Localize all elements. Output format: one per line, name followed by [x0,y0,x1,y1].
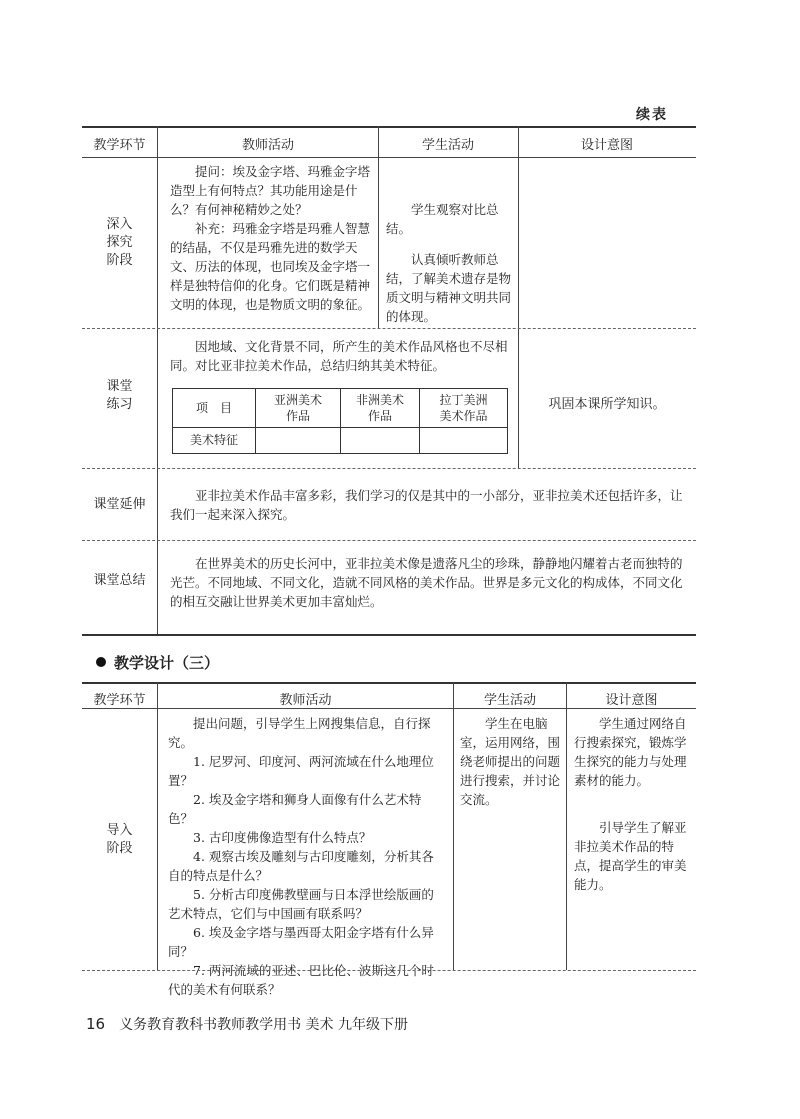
row-divider [82,328,696,329]
header-divider [82,157,696,158]
student-activity-paragraph: 学生观察对比总结。 [386,202,499,236]
question-item: 5. 分析古印度佛教壁画与日本浮世绘版画的艺术特点，它们与中国画有联系吗？ [168,887,434,921]
col-divider [157,682,158,970]
section-title: 教学设计（三） [96,652,219,673]
inner-header-asia: 亚洲美术 作品 [256,389,341,428]
book-title: 义务教育教科书教师教学用书 美术 九年级下册 [119,1017,408,1033]
comparison-inner-table [172,388,508,454]
col-header-stage: 教学环节 [93,138,146,153]
extension-paragraph: 亚非拉美术作品丰富多彩，我们学习的仅是其中的一小部分，亚非拉美术还包括许多，让我们一起来深入探究。 [170,488,683,522]
design-intent-text: 巩固本课所学知识。 [548,397,666,412]
col-divider [518,126,519,468]
teacher-intro: 提出问题，引导学生上网搜集信息，自行探究。 [168,716,431,750]
teacher-activity-paragraph: 补充：玛雅金字塔是玛雅人智慧的结晶，不仅是玛雅先进的数学天文、历法的体现，也同埃及金字塔一样是独特信仰的化身。它们既是精神文明的体现，也是物质文明的象征。 [170,221,371,312]
teaching-table-continued [82,126,696,636]
student-activity-paragraph: 认真倾听教师总结，了解美术遗存是物质文明与精神文明共同的体现。 [386,252,512,324]
question-item: 7. 两河流域的亚述、巴比伦、波斯这几个时代的美术有何联系？ [168,963,434,997]
table2-header-divider [82,708,696,709]
col-divider [378,126,379,328]
page-footer [86,1014,408,1034]
inner-empty-cell [420,427,508,453]
row-divider [82,468,696,469]
design-intent-paragraph: 引导学生了解亚非拉美术作品的特点，提高学生的审美能力。 [574,820,687,892]
teacher-activity-paragraph: 因地域、文化背景不同，所产生的美术作品风格也不尽相同。对比亚非拉美术作品，总结归纳其美术特征。 [170,339,508,373]
col-divider [566,682,567,970]
col-header-student: 学生活动 [483,693,536,708]
col-header-teacher: 教师活动 [241,138,294,153]
summary-paragraph: 在世界美术的历史长河中，亚非拉美术像是遗落凡尘的珍珠，静静地闪耀着古老而独特的光芒。不同地域、不同文化，造就不同风格的美术作品。世界是多元文化的构成体，不同文化的相互交融让世界美术更加丰富灿烂。 [170,556,683,609]
table2-top-rule [82,682,696,684]
bullet-icon [96,657,106,667]
question-item: 4. 观察古埃及雕刻与古印度雕刻，分析其各自的特点是什么？ [168,849,434,883]
question-item: 6. 埃及金字塔与墨西哥太阳金字塔有什么异同？ [168,925,434,959]
stage-label: 课堂总结 [93,573,146,588]
stage-label: 课堂 练习 [106,379,133,412]
table-bottom-rule [82,634,696,636]
col-header-teacher: 教师活动 [279,693,332,708]
stage-label: 导入 阶段 [106,823,133,856]
row-divider [82,540,696,541]
question-item: 2. 埃及金字塔和狮身人面像有什么艺术特色？ [168,792,422,826]
inner-empty-cell [256,427,341,453]
col-header-intent: 设计意图 [580,138,633,153]
stage-label: 深入 探究 阶段 [106,217,133,268]
inner-header-item: 项 目 [173,389,256,428]
design-intent-paragraph: 学生通过网络自行搜索探究，锻炼学生探究的能力与处理素材的能力。 [574,716,687,788]
continued-table-label: 续表 [636,107,668,123]
col-header-stage: 教学环节 [93,693,146,708]
inner-header-latin-america: 拉丁美洲 美术作品 [420,389,508,428]
col-header-student: 学生活动 [421,138,474,153]
question-item: 1. 尼罗河、印度河、两河流域在什么地理位置？ [168,754,434,788]
table2-bottom-rule [82,970,696,971]
table-top-rule [82,126,696,128]
inner-empty-cell [341,427,420,453]
stage-label: 课堂延伸 [93,497,146,512]
student-activity-paragraph: 学生在电脑室，运用网络，围绕老师提出的问题进行搜索，并讨论交流。 [460,716,561,807]
inner-row-label: 美术特征 [173,427,256,453]
teacher-activity-paragraph: 提问：埃及金字塔、玛雅金字塔造型上有何特点？其功能用途是什么？有何神秘精妙之处？ [170,164,371,217]
col-header-intent: 设计意图 [605,693,658,708]
teacher-activity-list [168,714,446,999]
col-divider [453,682,454,970]
col-divider [157,126,158,634]
question-item: 3. 古印度佛像造型有什么特点？ [193,830,372,845]
page-number: 16 [86,1015,106,1033]
inner-header-africa: 非洲美术 作品 [341,389,420,428]
